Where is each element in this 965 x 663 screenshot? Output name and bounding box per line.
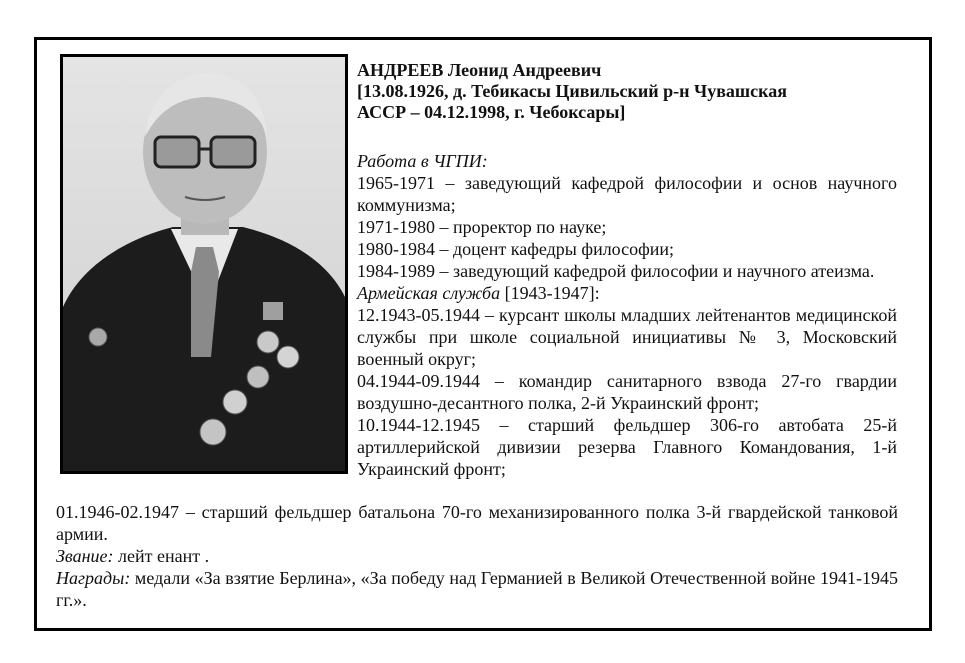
work-section-label: Работа в ЧГПИ: [357,151,488,171]
rank-value: лейт енант . [113,546,210,566]
awards-line [56,567,898,611]
army-entry: 01.1946-02.1947 – старший фельдшер батальона 70-го механизированного полка 3-й гвардейской танковой армии. [56,502,898,544]
army-section-period: [1943-1947]: [500,283,600,303]
rank-line [56,545,898,567]
work-entry: 1971-1980 – проректор по науке; [357,217,607,237]
person-name: АНДРЕЕВ Леонид Андреевич [357,60,602,80]
rank-label: Звание: [56,546,114,566]
work-entry: 1965-1971 – заведующий кафедрой философии и основ научного коммунизма; [357,173,897,215]
portrait-photo [60,54,348,474]
person-dates-line-1: [13.08.1926, д. Тебикасы Цивильский р-н Чувашская [357,81,787,101]
biography-text-bottom [56,501,898,611]
work-entry: 1980-1984 – доцент кафедры философии; [357,239,675,259]
army-section-heading [357,282,897,304]
awards-label: Награды: [56,568,131,588]
army-section-label: Армейская служба [357,283,501,303]
biography-text-right [357,150,897,480]
person-header [357,60,897,123]
work-entry: 1984-1989 – заведующий кафедрой философии и научного атеизма. [357,261,875,281]
army-entry: 10.1944-12.1945 – старший фельдшер 306-го автобата 25-й артиллерийской дивизии резерва Главного Командования, 1-й Украинский фронт; [357,415,897,479]
army-entry: 12.1943-05.1944 – курсант школы младших лейтенантов медицинской службы при школе социальной инициативы № 3, Московский военный округ; [357,305,897,369]
person-dates-line-2: АССР – 04.12.1998, г. Чебоксары] [357,102,626,122]
awards-value: медали «За взятие Берлина», «За победу над Германией в Великой Отечественной войне 1941-1945 гг.». [56,568,898,610]
portrait-image [63,57,345,471]
army-entry: 04.1944-09.1944 – командир санитарного взвода 27-го гвардии воздушно-десантного полка, 2-й Украинский фронт; [357,371,897,413]
